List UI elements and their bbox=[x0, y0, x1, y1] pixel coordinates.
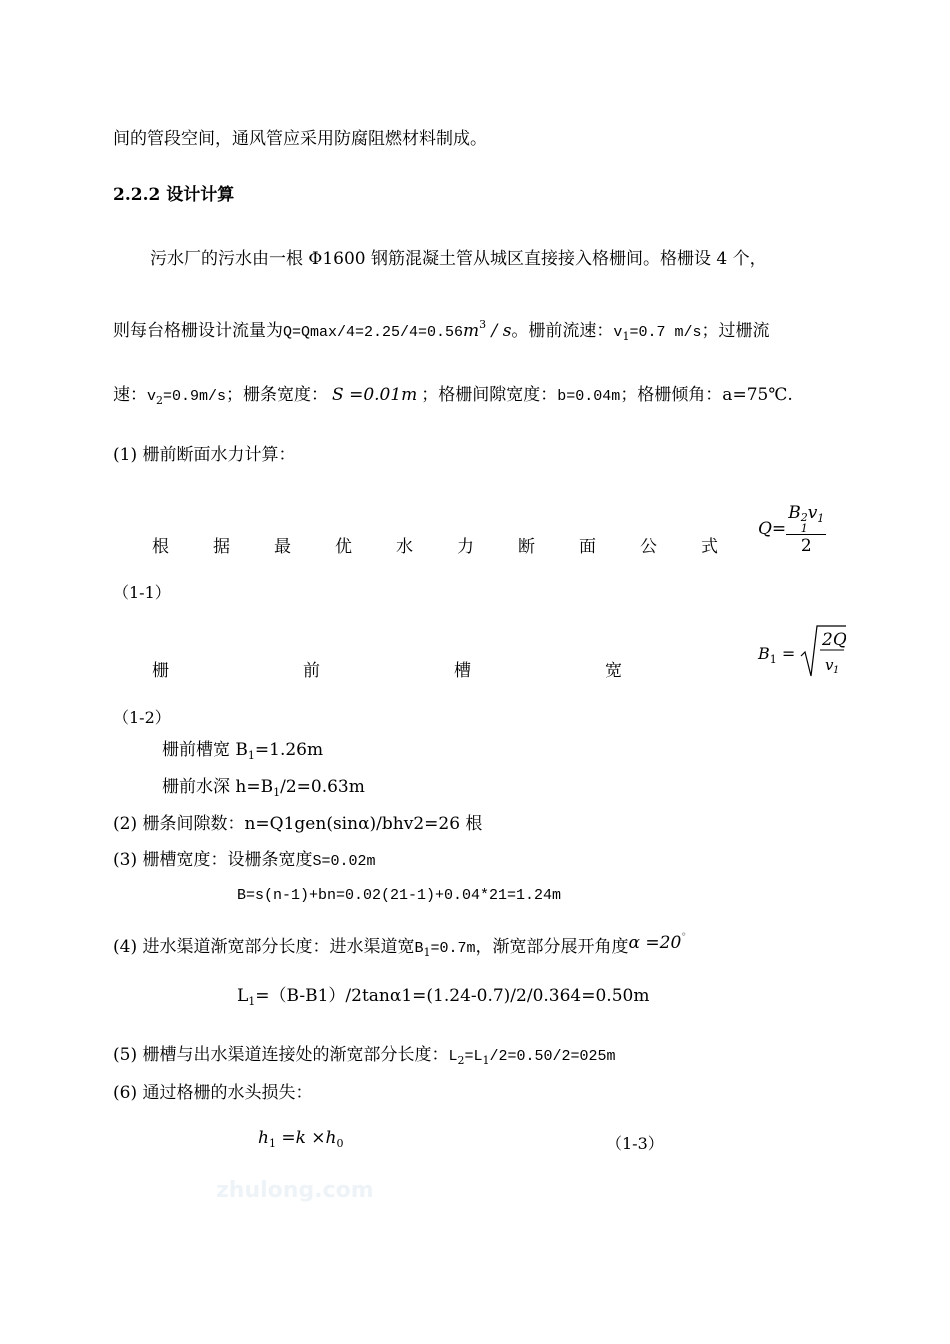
step-3-calculation: B=s(n-1)+bn=0.02(21-1)+0.04*21=1.24m bbox=[237, 887, 562, 904]
v2-subscript: 2 bbox=[156, 394, 164, 407]
equation-number-1-2: （1-2） bbox=[113, 708, 171, 727]
subscript: 1 bbox=[247, 749, 255, 762]
subscript: 1 bbox=[769, 653, 777, 666]
superscript: 2 bbox=[800, 511, 808, 524]
bar-width-formula: S =0.01m bbox=[332, 385, 418, 405]
text-segment: ，渐宽部分展开角度 bbox=[475, 937, 629, 957]
unit-m: m bbox=[463, 321, 480, 341]
subscript: 1 bbox=[482, 1054, 490, 1067]
step-4 bbox=[113, 932, 687, 964]
watermark-text: zhulong.com bbox=[216, 1178, 374, 1203]
symbol-v: v bbox=[807, 503, 818, 523]
text-segment: =（B-B1）/2tanα1=(1.24-0.7)/2/0.364=0.50m bbox=[255, 986, 650, 1006]
char: 断 bbox=[518, 537, 535, 557]
spread-text-1 bbox=[152, 536, 718, 558]
sup-sub-stack bbox=[801, 512, 808, 534]
text-segment: /2=0.50/2=025m bbox=[489, 1048, 616, 1065]
formula-body: =k ×h bbox=[275, 1128, 337, 1148]
step-5 bbox=[113, 1044, 616, 1072]
equals-sign: = bbox=[776, 644, 796, 663]
sqrt-numerator: 2Q bbox=[822, 630, 847, 650]
degree-sign: ° bbox=[681, 932, 687, 943]
sqrt-denominator-sub: 1 bbox=[833, 665, 840, 676]
formula-1 bbox=[758, 502, 826, 557]
char: 前 bbox=[303, 661, 320, 681]
v1-value: =0.7 m/s bbox=[629, 324, 702, 341]
text-segment: 。栅前流速： bbox=[511, 321, 614, 341]
v2-value: =0.9m/s bbox=[163, 388, 227, 405]
text-segment: 栅前水深 h=B bbox=[162, 777, 274, 797]
symbol-B: B bbox=[788, 503, 801, 523]
step-1-title: (1) 栅前断面水力计算： bbox=[113, 445, 296, 465]
text-segment: ；过栅流 bbox=[701, 321, 770, 341]
formula-1-numerator bbox=[786, 502, 826, 535]
paragraph-line-1: 污水厂的污水由一根 Φ1600 钢筋混凝土管从城区直接接入格栅间。格栅设 4 个， bbox=[150, 249, 767, 269]
formula-1-lhs: Q= bbox=[758, 519, 787, 539]
subscript: 0 bbox=[336, 1137, 344, 1150]
char: 力 bbox=[457, 537, 474, 557]
subscript: 1 bbox=[273, 786, 281, 799]
sqrt-denominator-v: v bbox=[825, 656, 834, 674]
symbol-B: B bbox=[758, 644, 770, 663]
bar-width-value: S=0.02m bbox=[312, 853, 376, 870]
text-segment: (3) 栅槽宽度：设栅条宽度 bbox=[113, 850, 313, 870]
char: 栅 bbox=[152, 661, 169, 681]
char: 最 bbox=[274, 537, 291, 557]
unit-exponent: 3 bbox=[479, 318, 487, 331]
result-water-depth bbox=[162, 776, 365, 804]
char: 式 bbox=[701, 537, 718, 557]
text-segment: 栅前槽宽 B bbox=[162, 740, 248, 760]
char: 公 bbox=[640, 537, 657, 557]
channel-width-value: =0.7m bbox=[430, 940, 476, 957]
char: 据 bbox=[213, 537, 230, 557]
gap-value: b=0.04m bbox=[557, 388, 621, 405]
char: 根 bbox=[152, 537, 169, 557]
subscript: 2 bbox=[457, 1054, 465, 1067]
step-4-calculation bbox=[237, 985, 649, 1013]
step-2: (2) 栅条间隙数：n=Q1gen(sinα)/bhv2=26 根 bbox=[113, 814, 483, 834]
v2-symbol: v bbox=[147, 388, 157, 405]
step-6-title: (6) 通过格栅的水头损失： bbox=[113, 1083, 313, 1103]
text-segment: (4) 进水渠道渐宽部分长度：进水渠道宽 bbox=[113, 937, 415, 957]
subscript: 1 bbox=[800, 522, 808, 535]
text-segment: =L bbox=[464, 1048, 483, 1065]
formula-3 bbox=[258, 1128, 344, 1150]
formula-1-fraction bbox=[786, 502, 826, 557]
symbol-B: B bbox=[414, 940, 424, 957]
result-trough-width bbox=[162, 739, 323, 767]
unit-rest: / s bbox=[486, 321, 512, 341]
text-segment: =1.26m bbox=[254, 740, 324, 760]
text-segment: 速： bbox=[113, 385, 147, 405]
paragraph-line-3 bbox=[113, 384, 793, 412]
text-line-1: 间的管段空间，通风管应采用防腐阻燃材料制成。 bbox=[113, 129, 487, 149]
step-3 bbox=[113, 849, 376, 873]
symbol-L: L bbox=[237, 986, 249, 1006]
text-segment: (5) 栅槽与出水渠道连接处的渐宽部分长度： bbox=[113, 1045, 449, 1065]
formula-2 bbox=[758, 624, 846, 678]
text-segment: ；格栅间隙宽度： bbox=[421, 385, 558, 405]
angle-formula: α =20 bbox=[628, 933, 682, 953]
equation-number-1-1: （1-1） bbox=[113, 583, 171, 602]
char: 水 bbox=[396, 537, 413, 557]
char: 宽 bbox=[605, 661, 622, 681]
section-heading: 2.2.2 设计计算 bbox=[113, 185, 235, 205]
v1-symbol: v bbox=[613, 324, 623, 341]
paragraph-line-2 bbox=[113, 314, 769, 348]
symbol-h: h bbox=[258, 1128, 269, 1148]
subscript: 1 bbox=[248, 995, 256, 1008]
text-segment: 则每台格栅设计流量为 bbox=[113, 321, 283, 341]
char: 优 bbox=[335, 537, 352, 557]
equation-number-1-3: （1-3） bbox=[606, 1134, 664, 1153]
symbol-L: L bbox=[448, 1048, 458, 1065]
v1-subscript: 1 bbox=[622, 330, 630, 343]
subscript: 1 bbox=[423, 946, 431, 959]
flow-value: Q=Qmax/4=2.25/4=0.56 bbox=[283, 324, 464, 341]
formula-2-lhs bbox=[758, 636, 795, 666]
spread-text-2 bbox=[152, 660, 622, 682]
text-segment: /2=0.63m bbox=[280, 777, 365, 797]
subscript: 1 bbox=[268, 1137, 276, 1150]
formula-1-denominator: 2 bbox=[800, 536, 812, 556]
subscript: 1 bbox=[817, 512, 825, 525]
char: 面 bbox=[579, 537, 596, 557]
text-segment: ；栅条宽度： bbox=[226, 385, 329, 405]
sqrt-symbol bbox=[800, 624, 846, 678]
text-segment: ；格栅倾角：a=75℃. bbox=[620, 385, 793, 405]
char: 槽 bbox=[454, 661, 471, 681]
